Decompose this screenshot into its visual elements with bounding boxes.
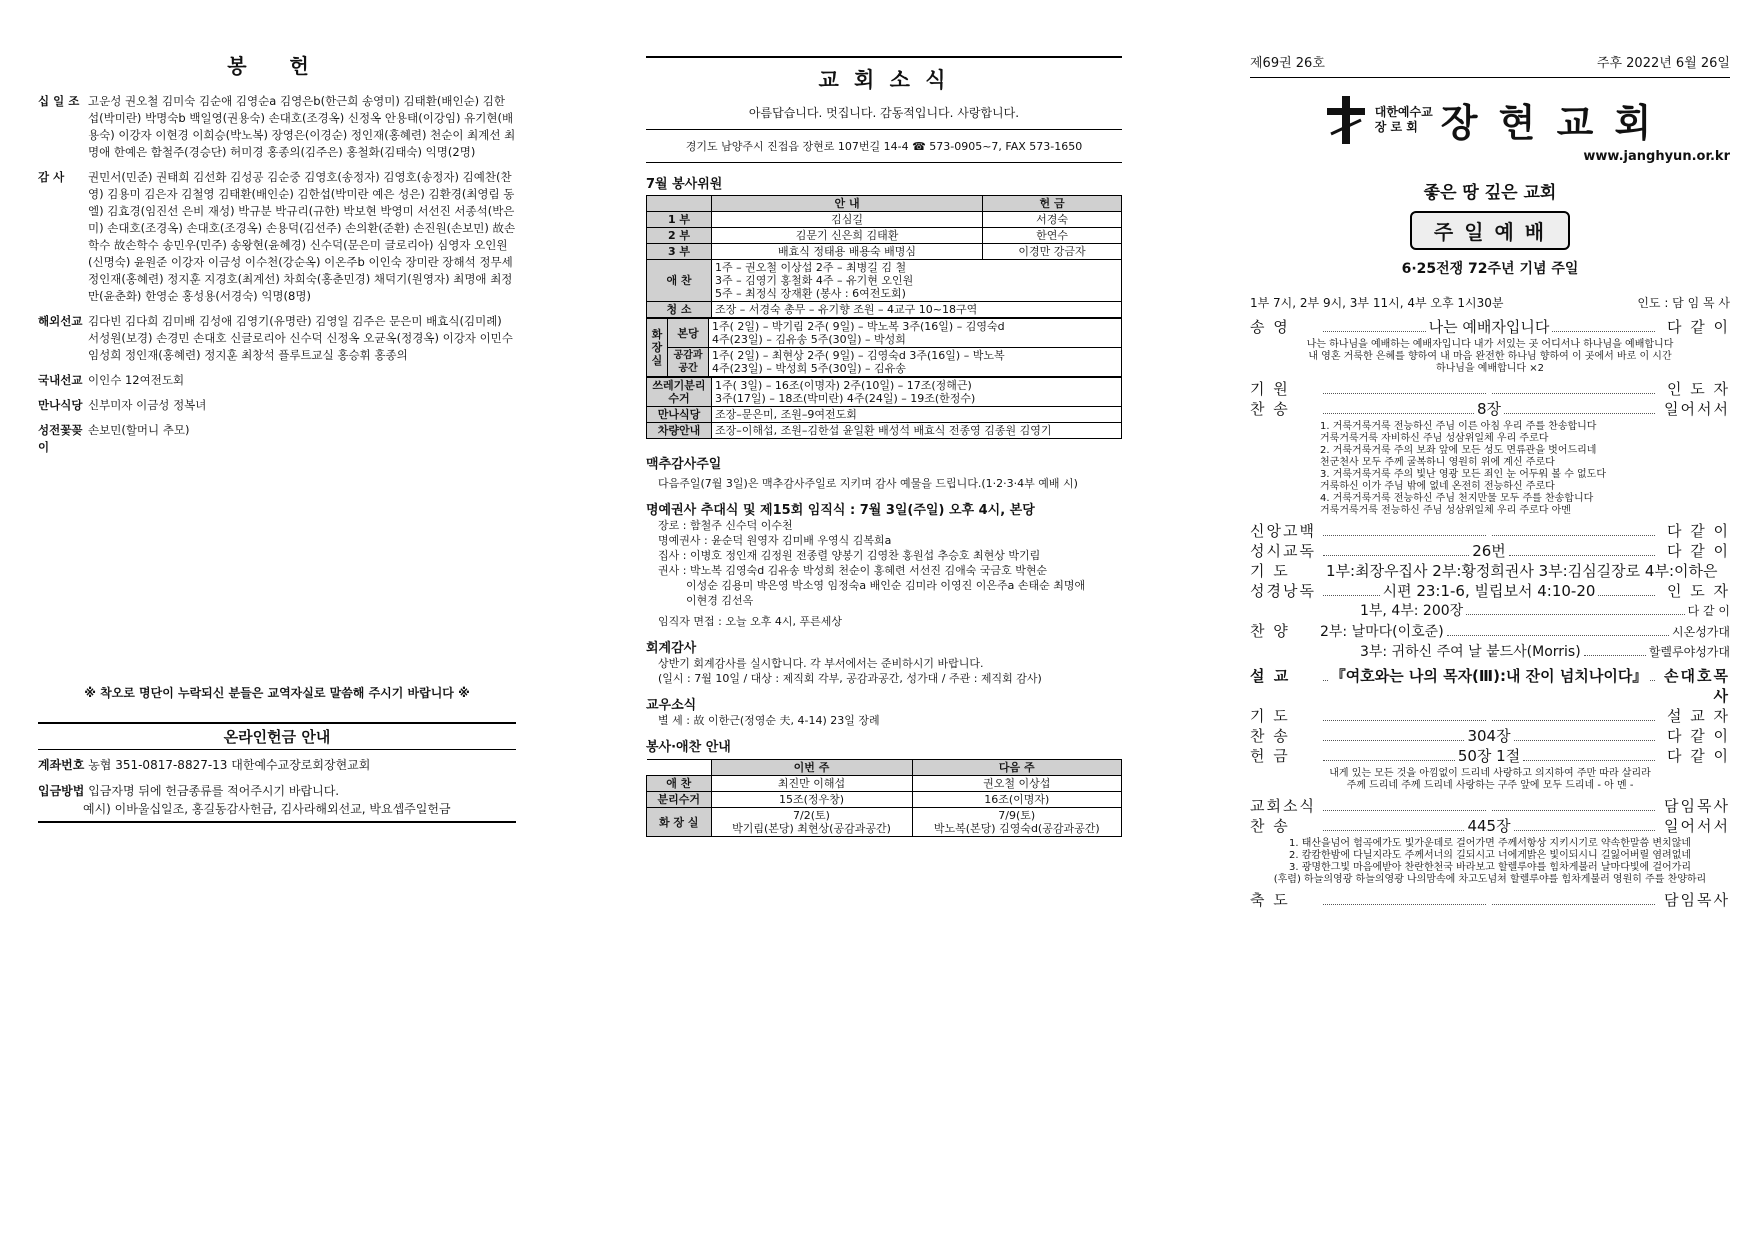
worship-item-leader: 다 같 이 <box>1667 747 1731 765</box>
restroom-table <box>646 318 1122 377</box>
volunteer-table <box>646 195 1122 318</box>
method-row: 입금방법 입금자명 뒤에 헌금종류를 적어주시기 바랍니다. <box>38 784 340 798</box>
volunteer-row <box>647 212 1122 228</box>
next-week-header: 다음 주 <box>912 760 1121 776</box>
guide-restroom-next: 7/9(토) 박노복(본당) 김영숙d(공감과공간) <box>912 808 1121 837</box>
volunteer-title: 7월 봉사위원 <box>646 177 723 192</box>
volunteer-guide: 김심길 <box>712 212 983 228</box>
church-news-panel <box>646 0 1122 1240</box>
offering-group-names: 신부미자 이금성 정복녀 <box>88 398 207 412</box>
worship-item <box>1250 666 1730 706</box>
guide-aechan-this: 최진만 이해섭 <box>711 776 912 792</box>
clean-label: 청 소 <box>647 302 712 318</box>
praise-item <box>1250 621 1730 642</box>
worship-item-content: 8장 <box>1476 400 1502 418</box>
worship-item-content: 『여호와는 나의 목자(Ⅲ):내 잔이 넘치나이다』 <box>1330 667 1648 685</box>
worship-item <box>1250 581 1730 601</box>
worship-item-leader: 다 같 이 <box>1666 522 1730 540</box>
offering-group-names: 이인수 12여전도회 <box>88 373 185 387</box>
account-row: 계좌번호 농협 351-0817-8827-13 대한예수교장로회장현교회 <box>38 758 371 772</box>
offering-group-label: 해외선교 <box>38 314 83 328</box>
worship-item-leader: 다 같 이 <box>1667 318 1731 336</box>
slogan: 아름답습니다. 멋집니다. 감동적입니다. 사랑합니다. <box>646 104 1122 130</box>
worship-item-label: 송 영 <box>1250 318 1290 336</box>
worship-item-leader: 다 같 이 <box>1667 542 1731 560</box>
praise-label: 찬 양 <box>1250 622 1290 640</box>
praise-content: 3부: 귀하신 주여 날 붙드사(Morris) <box>1360 644 1581 660</box>
offering-group <box>38 93 516 161</box>
guide-trash-label: 분리수거 <box>647 792 712 808</box>
worship-item <box>1250 890 1730 910</box>
church-logo <box>1250 92 1730 147</box>
lyrics: 1. 태산을넘어 험곡에가도 빛가운데로 걸어가면 주께서항상 지키시기로 약속한말씀 변치않네 2. 캄캄한밤에 다닐지라도 주께서너의 길되시고 너에게밝은 빛이되시니 길잃어버릴 염려없네 3. 광명한그빛 마음에받아 찬란한천국 바라보고 할렐루야를 힘차게불러 날마다빛에 걸어가리 (후렴) 하늘의영광 하늘의영광 나의맘속에 차고도넘쳐 할렐루야를 힘차게불러 영원히 주를 찬양하리 <box>1273 838 1707 885</box>
worship-item-content: 50장 1절 <box>1457 747 1521 765</box>
worship-item-label: 헌 금 <box>1250 747 1290 765</box>
offering-group-label: 십 일 조 <box>38 94 80 108</box>
praise-item <box>1250 642 1730 662</box>
offering-panel <box>38 0 516 1240</box>
clean-cell: 조장 – 서경숙 총무 – 유기향 조원 – 4교구 10~18구역 <box>712 302 1122 318</box>
volunteer-row <box>647 228 1122 244</box>
offering-group <box>38 169 516 305</box>
this-week-header: 이번 주 <box>711 760 912 776</box>
offering-group <box>38 397 516 414</box>
worship-item-leader: 담임목사 <box>1664 891 1730 909</box>
denomination: 대한예수교 장 로 회 <box>1374 104 1433 134</box>
worship-item-leader: 손대호목사 <box>1664 667 1730 705</box>
worship-item <box>1250 561 1730 581</box>
volunteer-row <box>647 244 1122 260</box>
worship-item-content: 304장 <box>1467 727 1511 745</box>
service-theme: 6·25전쟁 72주년 기념 주일 <box>1401 261 1579 277</box>
volume: 제69권 26호 <box>1250 56 1325 71</box>
praise-content: 2부: 날마다(이호준) <box>1320 624 1444 640</box>
worship-item-label: 신앙고백 <box>1250 522 1316 540</box>
church-name: 장 현 교 회 <box>1440 100 1656 145</box>
guide-aechan-label: 애 찬 <box>647 776 712 792</box>
offering-group-label: 감 사 <box>38 170 65 184</box>
online-offering-title: 온라인헌금 안내 <box>38 722 516 750</box>
worship-item-leader: 인 도 자 <box>1666 582 1730 600</box>
worship-item-content: 나는 예배자입니다 <box>1428 318 1550 336</box>
trash-cell: 1주( 3일) – 16조(이명자) 2주(10일) – 17조(정해근) 3주(17일) – 18조(박미란) 4주(24일) – 19조(한정수) <box>712 378 1122 407</box>
worship-order <box>1250 317 1730 910</box>
issue-date: 주후 2022년 6월 26일 <box>1596 56 1730 71</box>
car-label: 차량안내 <box>647 423 712 439</box>
worship-item-label: 찬 송 <box>1250 727 1290 745</box>
offering-group-names: 김다빈 김다희 김미배 김성애 김영기(유명란) 김영일 김주은 문은미 배효식(김미례) 서성원(보경) 손경민 손대호 신글로리아 신수덕 신정옥 오균옥(정경옥) 이강자 이민수 임성희 정인재(홍혜련) 정지훈 최창석 플루트교실 홍승휘 홍종의 <box>88 314 513 362</box>
offering-group-label: 국내선교 <box>38 373 83 387</box>
method-example: 예시) 이바울십일조, 홍길동감사헌금, 김사라해외선교, 박요셉주일헌금 <box>38 800 516 823</box>
restroom-main-cell: 1주( 2일) – 박기림 2주( 9일) – 박노복 3주(16일) – 김영숙d 4주(23일) – 김유송 5주(30일) – 박성희 <box>709 319 1122 348</box>
worship-item-leader: 담임목사 <box>1664 797 1730 815</box>
worship-item-leader: 다 같 이 <box>1666 727 1730 745</box>
worship-item-label: 성경낭독 <box>1250 582 1316 600</box>
offering-group-names: 권민서(민준) 권태희 김선화 김성공 김순중 김영호(송정자) 김영호(송정자) 김예찬(찬영) 김용미 김은자 김철영 김태환(배인순) 김한섭(박미란 예은 성은) 김환경(최영림 동엘) 김효경(임진선 은비 재성) 박규분 박규리(규한) 박보현 박영미 서선진 서종석(박은미) 손대호(조경옥) 손대호(조경옥) 손용덕(김선주) 손의환(준환) 손진원(손보민) 故손학수 故손학수 송민우(민주) 송왕현(윤혜경) 신수덕(문은미 글로리아) 심영자 오인원(신명숙) 윤원준 이강자 이금성 이수천(강순옥) 이온주b 이인숙 장미란 장해석 정무세 정인재(홍혜련) 정지훈 지경호(최계선) 차희숙(홍춘민경) 채덕기(원영자) 최명애 최정만(윤춘화) 한영순 홍성용(서경숙) 익명(8명) <box>88 170 516 303</box>
manna-label: 만나식당 <box>647 407 712 423</box>
worship-item-label: 기 도 <box>1250 562 1290 580</box>
worship-item-label: 찬 송 <box>1250 400 1290 418</box>
restroom-label: 화장실 <box>647 319 668 377</box>
issue-header <box>1250 52 1730 78</box>
volunteer-service: 3 부 <box>647 244 712 260</box>
motto: 좋은 땅 깊은 교회 <box>1423 183 1557 203</box>
worship-item <box>1250 796 1730 816</box>
lyrics: 1. 거룩거룩거룩 전능하신 주님 이른 아침 우리 주를 찬송합니다 거룩거룩거룩 자비하신 주님 성삼위일체 우리 주로다 2. 거룩거룩거룩 주의 보좌 앞에 모든 성도 면류관을 벗어드리네 천군천사 모두 주께 굴복하니 영원히 위에 계신 주로다 3. 거룩거룩거룩 주의 빛난 영광 모든 죄인 눈 어두워 볼 수 없도다 거룩하신 이가 주님 밖에 없네 온전히 전능하신 주로다 4. 거룩거룩거룩 전능하신 주님 천지만물 모두 주를 찬송합니다 거룩거룩거룩 전능하신 주님 성삼위일체 우리 주로다 아멘 <box>1320 421 1607 516</box>
offering-list <box>38 93 516 456</box>
thanksgiving-title: 맥추감사주일 <box>646 457 722 472</box>
restroom-space-label: 공감과공간 <box>668 348 709 377</box>
worship-item <box>1250 317 1730 337</box>
car-cell: 조장–이해섭, 조원–김한섭 윤일환 배성석 배효식 전종영 김종원 김영기 <box>712 423 1122 439</box>
offering-title: 봉 헌 <box>227 54 327 78</box>
worship-item-content: 1부:최장우집사 2부:황정희권사 3부:김심길장로 4부:이하은 <box>1326 562 1718 580</box>
volunteer-offering: 이경만 강금자 <box>983 244 1122 260</box>
praise-leader: 시온성가대 <box>1672 625 1730 639</box>
restroom-main-label: 본당 <box>668 319 709 348</box>
worship-item <box>1250 521 1730 541</box>
worship-item-label: 기 원 <box>1250 380 1290 398</box>
praise-leader: 할렐루야성가대 <box>1648 645 1730 659</box>
praise-leader: 다 같 이 <box>1687 604 1730 618</box>
offering-group-label: 성전꽃꽂이 <box>38 423 83 454</box>
lyrics: 나는 하나님을 예배하는 예배자입니다 내가 서있는 곳 어디서나 하나님을 예배합니다 내 영혼 거룩한 은혜를 향하여 내 마음 완전한 하나님 향하여 이 곳에서 바로 이 시간 하나님을 예배합니다 ×2 <box>1306 339 1674 374</box>
guide-restroom-label: 화 장 실 <box>647 808 712 837</box>
offering-group <box>38 313 516 364</box>
worship-item-label: 찬 송 <box>1250 817 1290 835</box>
worship-item-label: 설 교 <box>1250 667 1291 685</box>
notice: ※ 착오로 명단이 누락되신 분들은 교역자실로 말씀해 주시기 바랍니다 ※ <box>84 686 470 700</box>
worship-item-leader: 일어서서 <box>1664 817 1730 835</box>
offering-group <box>38 372 516 389</box>
volunteer-offering: 서경숙 <box>983 212 1122 228</box>
address: 경기도 남양주시 진접읍 장현로 107번길 14-4 ☎ 573-0905~7, FAX 573-1650 <box>646 138 1122 163</box>
worship-item-content: 26번 <box>1472 542 1506 560</box>
service-guide-title: 봉사·애찬 안내 <box>646 740 731 755</box>
aechan-cell: 1주 – 권오철 이상섭 2주 – 최병길 김 철 3주 – 김영기 홍철화 4주 – 유기현 오인원 5주 – 최정식 장재환 (봉사 : 6여전도회) <box>712 260 1122 302</box>
guide-trash-next: 16조(이명자) <box>912 792 1121 808</box>
trash-label: 쓰레기분리수거 <box>647 378 712 407</box>
worship-item <box>1250 706 1730 726</box>
worship-item-leader: 일어서서 <box>1664 400 1731 418</box>
offering-group-names: 고운성 권오철 김미숙 김순애 김영순a 김영은b(한근희 송영미) 김태환(배인순) 김한섭(박미란) 박명숙b 백일영(권용숙) 손대호(조경옥) 신정옥 안용태(이강임) 유기현(배용숙) 이강자 이현경 이희승(박노복) 장영은(이경순) 정인재(홍혜련) 천순이 최계선 최명애 한예은 함철주(경승단) 허미경 홍종의(김주은) 홍철화(김태숙) 익명(2명) <box>88 94 516 159</box>
audit-title: 회계감사 <box>646 641 697 656</box>
praise-item <box>1250 601 1730 621</box>
worship-item <box>1250 816 1730 836</box>
worship-item-leader: 인 도 자 <box>1666 380 1730 398</box>
worship-item <box>1250 746 1730 766</box>
service-title: 주 일 예 배 <box>1410 211 1570 250</box>
volunteer-offering: 한연수 <box>983 228 1122 244</box>
worship-item-label: 축 도 <box>1250 891 1290 909</box>
guide-aechan-next: 권오철 이상섭 <box>912 776 1121 792</box>
worship-item <box>1250 726 1730 746</box>
ordination-list: 장로 : 함철주 신수덕 이수천 명예권사 : 윤순덕 원영자 김미배 우영식 김복희a 집사 : 이병호 정인재 김정원 전종렬 양봉기 김영찬 홍원섭 추승호 최현상 박기림 권사 : 박노복 김영숙d 김유송 박성희 천순이 홍혜련 서선진 김애숙 국금호 박현순 이성순 김용미 박은영 박소영 임정숙a 배인순 김미라 이영진 이은주a 손태순 최명애 이현경 김선옥 임직자 면접 : 오늘 오후 4시, 푸른세상 <box>658 519 1086 628</box>
offering-group-names: 손보민(할머니 추모) <box>88 423 190 437</box>
worship-item-content: 시편 23:1-6, 빌립보서 4:10-20 <box>1382 582 1596 600</box>
volunteer-service: 2 부 <box>647 228 712 244</box>
news-title: 교 회 소 식 <box>646 56 1122 94</box>
cross-logo-icon <box>1325 94 1367 146</box>
worship-item <box>1250 379 1730 399</box>
member-news-title: 교우소식 <box>646 698 697 713</box>
manna-cell: 조장–문은미, 조원–9여전도회 <box>712 407 1122 423</box>
aechan-label: 애 찬 <box>647 260 712 302</box>
offering-header: 헌 금 <box>983 196 1122 212</box>
worship-item <box>1250 541 1730 561</box>
worship-item-label: 성시교독 <box>1250 542 1316 560</box>
volunteer-guide: 배효식 정태용 배용숙 배명심 <box>712 244 983 260</box>
praise-content: 1부, 4부: 200장 <box>1360 603 1464 619</box>
service-guide-table <box>646 759 1122 837</box>
restroom-space-cell: 1주( 2일) – 최현상 2주( 9일) – 김영숙d 3주(16일) – 박노복 4주(23일) – 박성희 5주(30일) – 김유송 <box>709 348 1122 377</box>
worship-item-label: 기 도 <box>1250 707 1290 725</box>
offering-group <box>38 422 516 456</box>
volunteer-service: 1 부 <box>647 212 712 228</box>
worship-item-leader: 설 교 자 <box>1666 707 1730 725</box>
ordination-title: 명예권사 추대식 및 제15회 임직식 : 7월 3일(주일) 오후 4시, 본당 <box>646 503 1035 518</box>
member-news-text: 별 세 : 故 이한근(정영순 夫, 4-14) 23일 장례 <box>658 714 880 727</box>
offering-group-label: 만나식당 <box>38 398 83 412</box>
worship-item-label: 교회소식 <box>1250 797 1316 815</box>
guide-restroom-this: 7/2(토) 박기림(본당) 최현상(공감과공간) <box>711 808 912 837</box>
worship-item-content: 445장 <box>1467 817 1511 835</box>
worship-item <box>1250 399 1730 419</box>
audit-text: 상반기 회계감사를 실시합니다. 각 부서에서는 준비하시기 바랍니다. (일시 : 7월 10일 / 대상 : 제직회 각부, 공감과공간, 성가대 / 주관 : 제직회 감사) <box>658 657 1042 685</box>
service-times: 1부 7시, 2부 9시, 3부 11시, 4부 오후 1시30분 인도 : 담 임 목 사 <box>1250 296 1730 310</box>
church-url: www.janghyun.or.kr <box>1583 149 1730 164</box>
guide-trash-this: 15조(정우창) <box>711 792 912 808</box>
worship-order-panel <box>1250 0 1730 1240</box>
thanksgiving-text: 다음주일(7월 3일)은 맥추감사주일로 지키며 감사 예물을 드립니다.(1·2·3·4부 예배 시) <box>658 477 1078 490</box>
lyrics: 내게 있는 모든 것을 아낌없이 드리네 사랑하고 의지하여 주만 따라 살리라 주께 드리네 주께 드리네 사랑하는 구주 앞에 모두 드리네 - 아 멘 - <box>1329 768 1651 791</box>
guide-header: 안 내 <box>712 196 983 212</box>
misc-table <box>646 377 1122 439</box>
volunteer-guide: 김문기 신은희 김태환 <box>712 228 983 244</box>
